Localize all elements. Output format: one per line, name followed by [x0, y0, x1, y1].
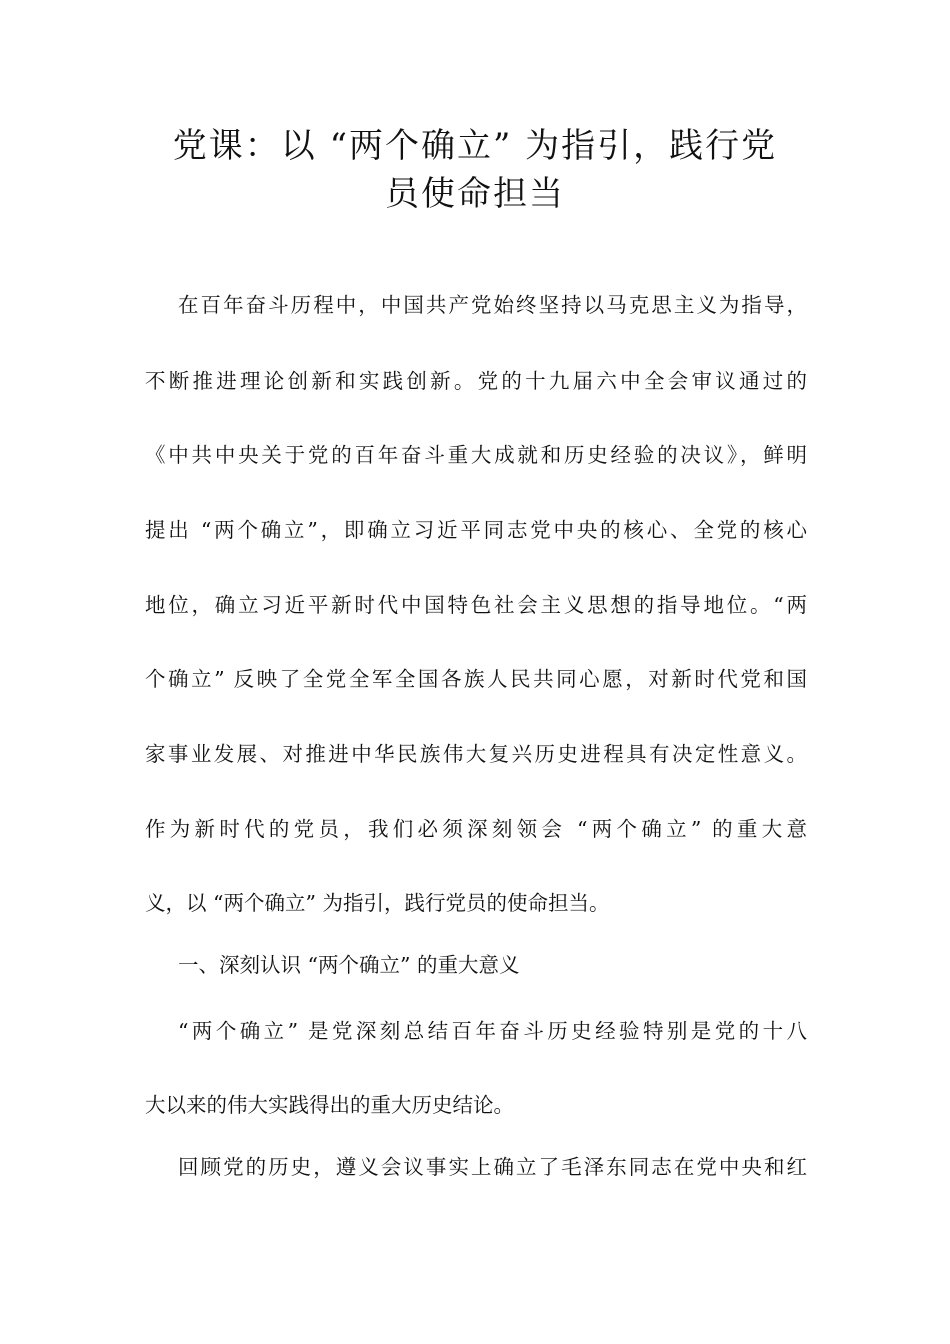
paragraph-1-line-3: 《中共中央关于党的百年奋斗重大成就和历史经验的决议》，鲜明: [145, 443, 807, 467]
paragraph-1-line-6: 个确立” 反映了全党全军全国各族人民共同心愿，对新时代党和国: [145, 667, 807, 691]
paragraph-2-line-1: “两个确立” 是党深刻总结百年奋斗历史经验特别是党的十八: [178, 1019, 807, 1043]
paragraph-1-line-8: 作为新时代的党员，我们必须深刻领会 “两个确立” 的重大意: [145, 817, 807, 841]
paragraph-1-line-9: 义，以 “两个确立” 为指引，践行党员的使命担当。: [145, 891, 610, 915]
document-title-line-1: 党课：以 “两个确立” 为指引，践行党: [172, 126, 778, 166]
paragraph-1-line-2: 不断推进理论创新和实践创新。党的十九届六中全会审议通过的: [145, 369, 807, 393]
paragraph-1-line-7: 家事业发展、对推进中华民族伟大复兴历史进程具有决定性意义。: [145, 742, 807, 766]
section-heading-1: 一、深刻认识 “两个确立” 的重大意义: [178, 953, 520, 977]
paragraph-1-line-1: 在百年奋斗历程中，中国共产党始终坚持以马克思主义为指导，: [178, 293, 807, 317]
paragraph-3-line-1: 回顾党的历史，遵义会议事实上确立了毛泽东同志在党中央和红: [178, 1155, 807, 1179]
paragraph-1-line-4: 提出 “两个确立”，即确立习近平同志党中央的核心、全党的核心: [145, 518, 807, 542]
paragraph-1-line-5: 地位，确立习近平新时代中国特色社会主义思想的指导地位。“两: [145, 593, 807, 617]
paragraph-2-line-2: 大以来的伟大实践得出的重大历史结论。: [145, 1093, 514, 1117]
document-title-line-2: 员使命担当: [385, 174, 565, 214]
